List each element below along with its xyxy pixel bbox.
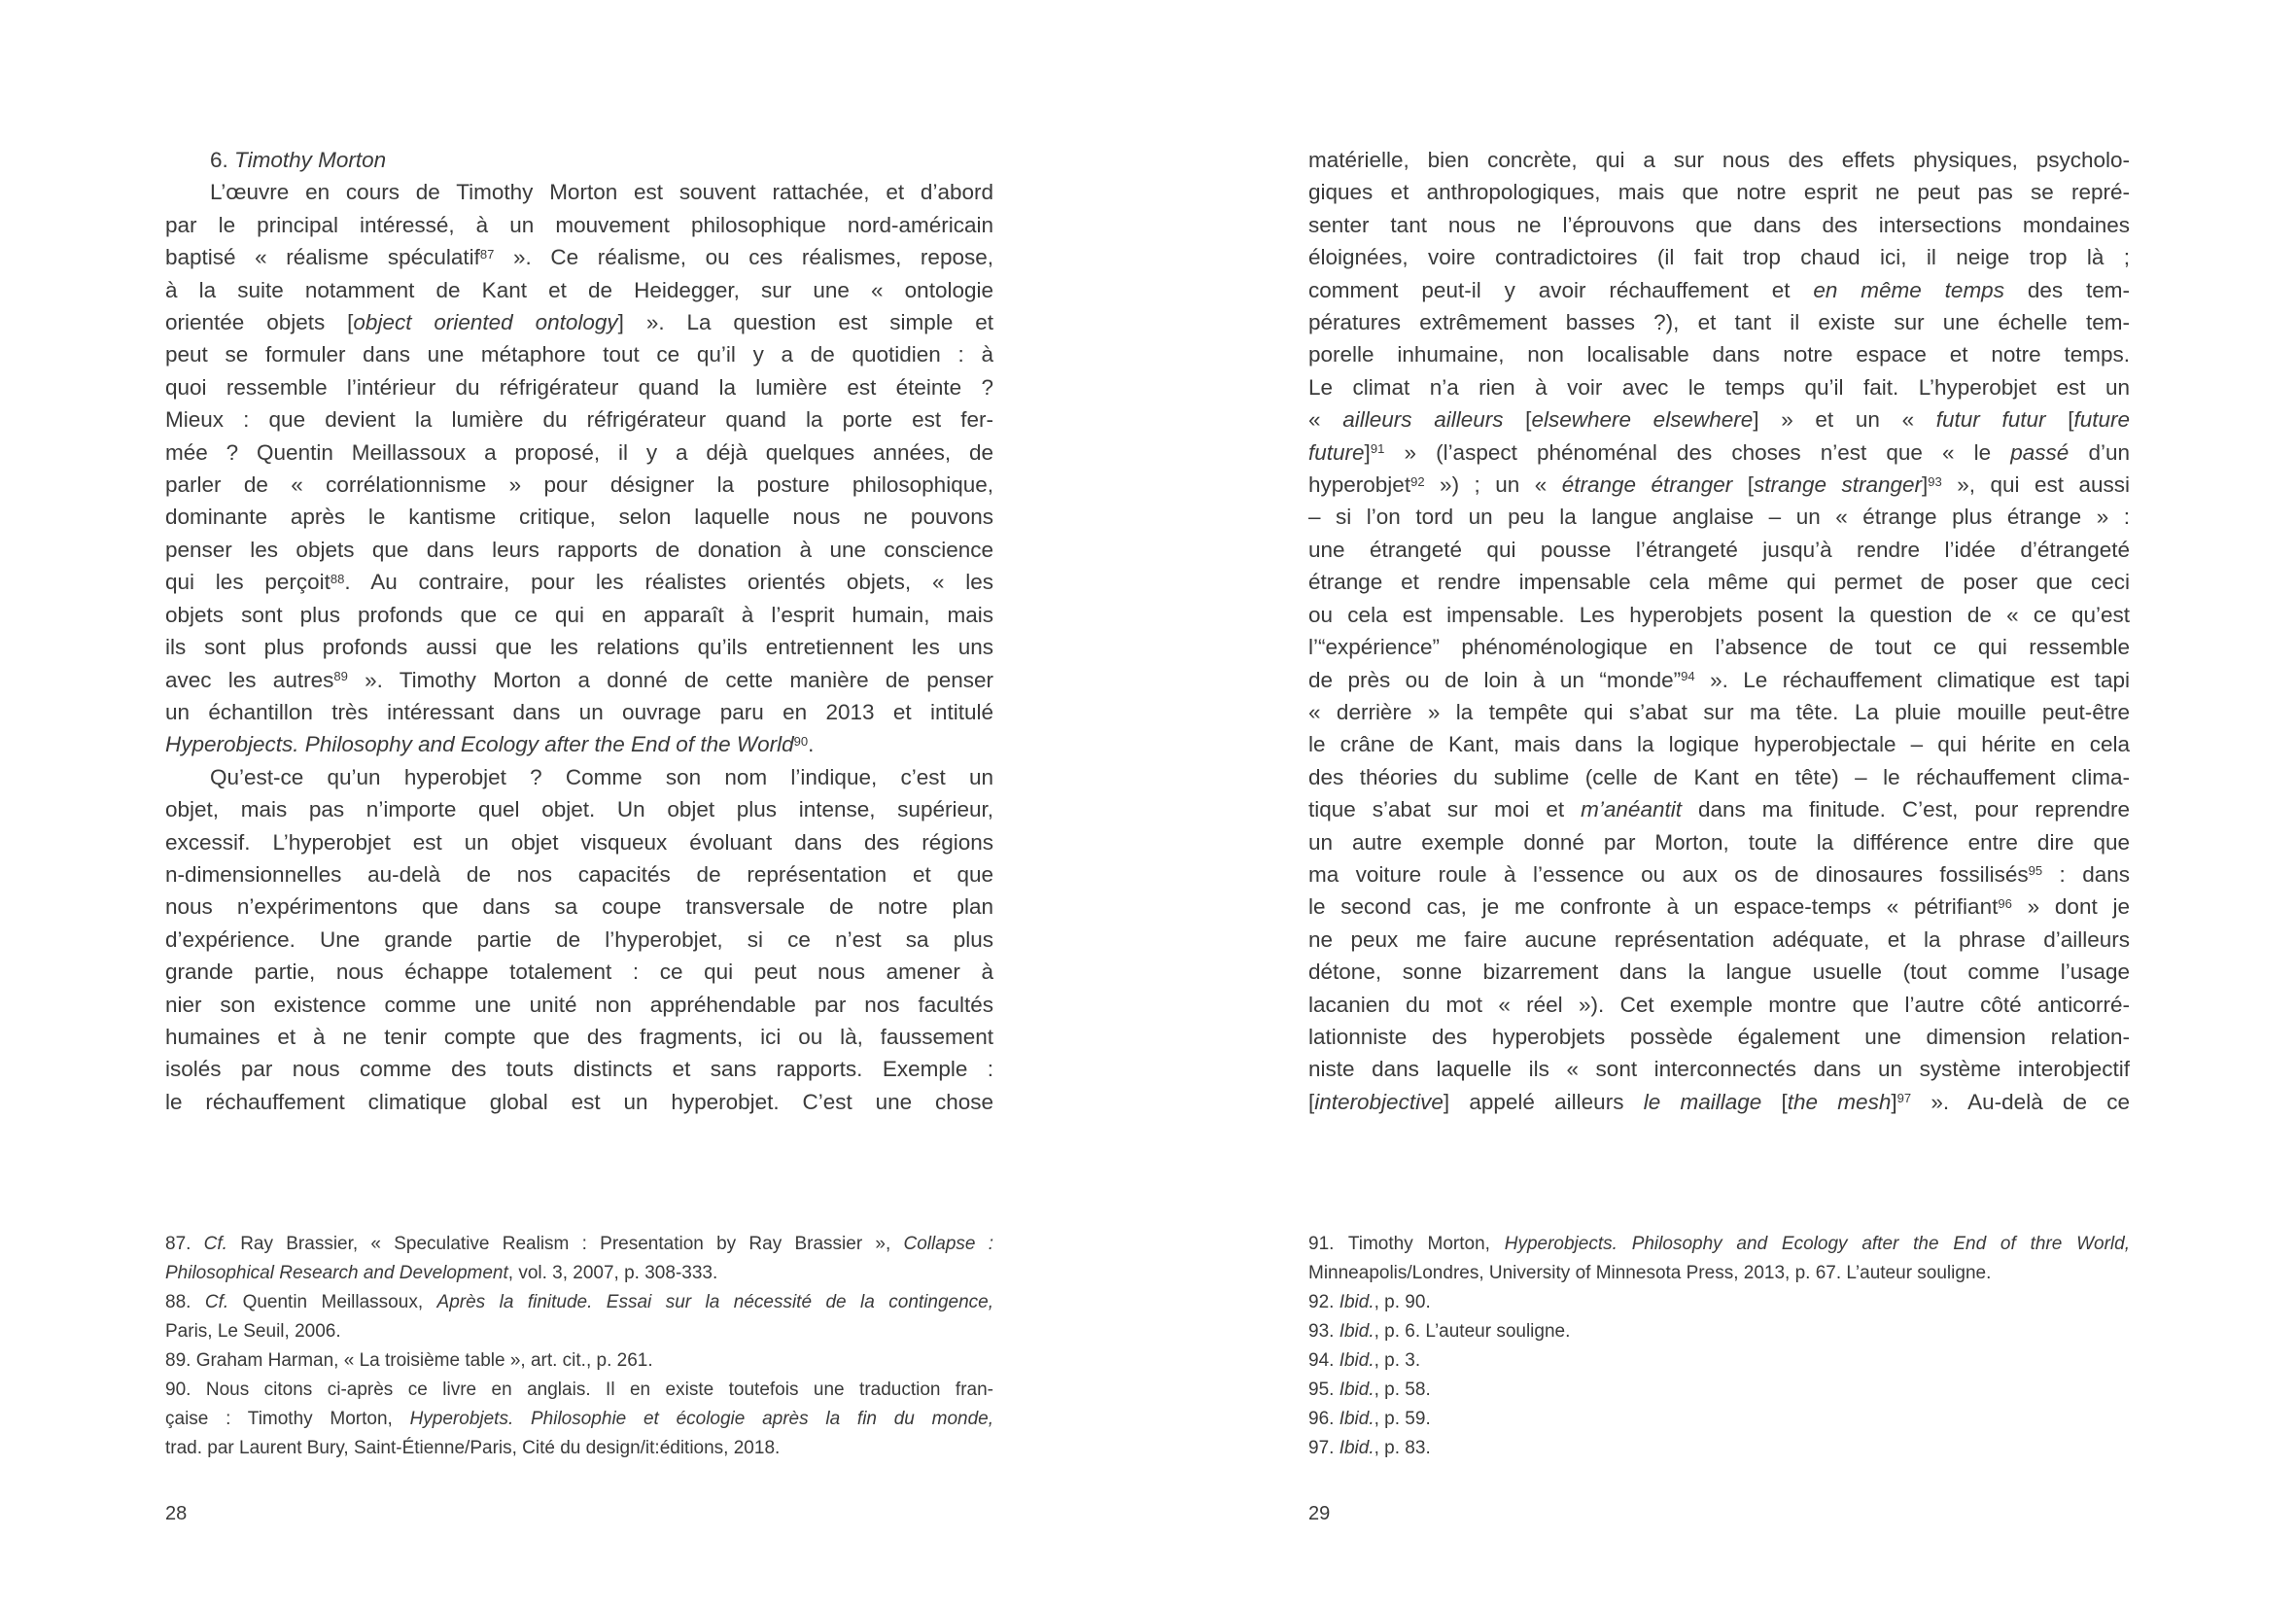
text-line: étrange et rendre impensable cela même qui permet de poser que ceci (1308, 570, 2130, 595)
text-line: un échantillon très intéressant dans un ouvrage paru en 2013 et intitulé (165, 699, 993, 724)
right-page-body-text (1308, 144, 2130, 1118)
text-line: avec les autres$^{89}$ ». Timothy Morton a donné de cette manière de penser (165, 667, 993, 692)
text-line: hyperobjet$^{92}$ ») ; un « étrange étranger [strange stranger]$^{93}$ », qui est aussi (1308, 472, 2130, 498)
text-line: 90. Nous citons ci-après ce livre en anglais. Il en existe toutefois une traduction fran- (165, 1380, 993, 1400)
text-line: lacanien du mot « réel »). Cet exemple montre que l’autre côté anticorré- (1308, 992, 2130, 1017)
text-line: niste dans laquelle ils « sont interconnectés dans un système interobjectif (1308, 1057, 2130, 1082)
page-right (1148, 0, 2296, 1607)
left-page-number: 28 (165, 1503, 188, 1524)
footnote-marker: 87 (479, 246, 495, 262)
left-page-footnotes (165, 1230, 993, 1463)
text-line: future]$^{91}$ » (l’aspect phénoménal des choses n’est que « le passé d’un (1308, 439, 2130, 465)
text-line: n-dimensionnelles au-delà de nos capacités de représentation et que (165, 861, 993, 887)
text-line: une étrangeté qui pousse l’étrangeté jusqu’à rendre l’idée d’étrangeté (1308, 537, 2130, 562)
text-line: baptisé « réalisme spéculatif$^{87}$ ». Ce réalisme, ou ces réalismes, repose, (165, 245, 993, 270)
text-line: pératures extrêmement basses ?), et tant il existe sur une échelle tem- (1308, 310, 2130, 335)
text-line: matérielle, bien concrète, qui a sur nous des effets physiques, psycholo- (1308, 148, 2130, 172)
text-line: 94. Ibid., p. 3. (1308, 1350, 1421, 1371)
text-line: [interobjective] appelé ailleurs le maillage [the mesh]$^{97}$ ». Au-delà de ce (1308, 1089, 2130, 1114)
text-line: Minneapolis/Londres, University of Minnesota Press, 2013, p. 67. L’auteur souligne. (1308, 1263, 1992, 1283)
text-line: porelle inhumaine, non localisable dans notre espace et notre temps. (1308, 342, 2130, 367)
text-line: ne peux me faire aucune représentation adéquate, et la phrase d’ailleurs (1308, 926, 2130, 952)
text-line: penser les objets que dans leurs rapports de donation à une conscience (165, 537, 993, 562)
text-line: nous n’expérimentons que dans sa coupe transversale de notre plan (165, 894, 993, 920)
text-line: Qu’est-ce qu’un hyperobjet ? Comme son nom l’indique, c’est un (210, 764, 993, 789)
text-line: détone, sonne bizarrement dans la langue usuelle (tout comme l’usage (1308, 960, 2130, 985)
footnote-marker: 89 (333, 668, 348, 683)
text-line: grande partie, nous échappe totalement : ce qui peut nous amener à (165, 960, 993, 985)
text-line: objet, mais pas n’importe quel objet. Un objet plus intense, supérieur, (165, 797, 993, 822)
text-line: comment peut-il y avoir réchauffement et en même temps des tem- (1308, 277, 2131, 302)
text-line: par le principal intéressé, à un mouvement philosophique nord-américain (165, 212, 993, 237)
text-line: éloignées, voire contradictoires (il fait trop chaud ici, il neige trop là ; (1308, 245, 2130, 270)
text-line: le crâne de Kant, mais dans la logique hyperobjectale – qui hérite en cela (1308, 732, 2130, 757)
text-line: ils sont plus profonds aussi que les relations qu’ils entretiennent les uns (165, 635, 993, 660)
text-line: « ailleurs ailleurs [elsewhere elsewhere] » et un « futur futur [future (1308, 407, 2131, 433)
text-line: 95. Ibid., p. 58. (1308, 1380, 1431, 1400)
footnote-marker: 96 (1998, 895, 2012, 911)
text-line: 93. Ibid., p. 6. L’auteur souligne. (1308, 1321, 1571, 1342)
text-line: Hyperobjects. Philosophy and Ecology after the End of the World$^{90}$. (165, 732, 815, 757)
text-line: giques et anthropologiques, mais que notre esprit ne peut pas se repré- (1308, 180, 2130, 205)
text-line: le second cas, je me confronte à un espace-temps « pétrifiant$^{96}$ » dont je (1308, 894, 2131, 920)
text-line: un autre exemple donné par Morton, toute la différence entre dire que (1308, 829, 2130, 855)
text-line: Paris, Le Seuil, 2006. (165, 1321, 341, 1342)
footnote-marker: 95 (2028, 863, 2043, 879)
text-line: trad. par Laurent Bury, Saint-Étienne/Paris, Cité du design/it:éditions, 2018. (165, 1438, 781, 1458)
footnote-marker: 93 (1928, 473, 1942, 489)
text-line: de près ou de loin à un “monde”$^{94}$ ». Le réchauffement climatique est tapi (1308, 667, 2130, 692)
text-line: – si l’on tord un peu la langue anglaise – un « étrange plus étrange » : (1308, 505, 2130, 530)
text-line: ma voiture roule à l’essence ou aux os de dinosaures fossilisés$^{95}$ : dans (1308, 861, 2130, 887)
text-line: qui les perçoit$^{88}$. Au contraire, pour les réalistes orientés objets, « les (165, 570, 994, 595)
text-line: 88. Cf. Quentin Meillassoux, Après la finitude. Essai sur la nécessité de la contingence, (165, 1292, 993, 1312)
text-line: 91. Timothy Morton, Hyperobjects. Philosophy and Ecology after the End of thre World, (1308, 1234, 2130, 1254)
footnote-marker: 91 (1370, 441, 1385, 457)
text-line: « derrière » la tempête qui s’abat sur ma tête. La pluie mouille peut-être (1308, 699, 2130, 724)
text-line: d’expérience. Une grande partie de l’hyperobjet, si ce n’est sa plus (165, 926, 993, 952)
text-line: 96. Ibid., p. 59. (1308, 1409, 1431, 1429)
text-line: 97. Ibid., p. 83. (1308, 1438, 1431, 1458)
text-line: çaise : Timothy Morton, Hyperobjets. Philosophie et écologie après la fin du monde, (165, 1409, 993, 1429)
text-line: Philosophical Research and Development, vol. 3, 2007, p. 308-333. (165, 1263, 718, 1283)
right-page-footnotes (1308, 1230, 2130, 1463)
text-line: peut se formuler dans une métaphore tout ce qu’il y a de quotidien : à (165, 342, 993, 367)
footnote-marker: 92 (1410, 473, 1425, 489)
text-line: dominante après le kantisme critique, selon laquelle nous ne pouvons (165, 505, 993, 530)
left-page-body-text (165, 144, 993, 1118)
text-line: orientée objets [object oriented ontology] ». La question est simple et (165, 310, 993, 335)
text-line: 92. Ibid., p. 90. (1308, 1292, 1431, 1312)
text-line: humaines et à ne tenir compte que des fragments, ici ou là, faussement (165, 1024, 993, 1049)
text-line: L’œuvre en cours de Timothy Morton est souvent rattachée, et d’abord (210, 180, 993, 205)
text-line: ou cela est impensable. Les hyperobjets posent la question de « ce qu’est (1308, 602, 2130, 627)
text-line: lationniste des hyperobjets possède également une dimension relation- (1308, 1024, 2130, 1049)
text-line: quoi ressemble l’intérieur du réfrigérateur quand la lumière est éteinte ? (165, 374, 993, 400)
text-line: parler de « corrélationnisme » pour désigner la posture philosophique, (165, 472, 993, 498)
right-page-number: 29 (1308, 1503, 1331, 1524)
text-line: Mieux : que devient la lumière du réfrigérateur quand la porte est fer- (165, 407, 993, 433)
text-line: des théories du sublime (celle de Kant en tête) – le réchauffement clima- (1308, 764, 2130, 789)
footnote-marker: 88 (330, 571, 345, 586)
text-line: 89. Graham Harman, « La troisième table », art. cit., p. 261. (165, 1350, 653, 1371)
section-heading: 6. Timothy Morton (210, 148, 387, 172)
text-line: l’“expérience” phénoménologique en l’absence de tout ce qui ressemble (1308, 635, 2130, 660)
text-line: 87. Cf. Ray Brassier, « Speculative Realism : Presentation by Ray Brassier », Collapse : (165, 1234, 993, 1254)
text-line: excessif. L’hyperobjet est un objet visqueux évoluant dans des régions (165, 829, 993, 855)
text-line: isolés par nous comme des touts distincts et sans rapports. Exemple : (165, 1057, 993, 1082)
text-line: senter tant nous ne l’éprouvons que dans des intersections mondaines (1308, 212, 2130, 237)
footnote-marker: 97 (1896, 1091, 1912, 1106)
text-line: le réchauffement climatique global est un hyperobjet. C’est une chose (165, 1089, 993, 1114)
text-line: tique s’abat sur moi et m’anéantit dans ma finitude. C’est, pour reprendre (1308, 797, 2130, 822)
footnote-marker: 90 (793, 733, 809, 749)
text-line: Le climat n’a rien à voir avec le temps qu’il fait. L’hyperobjet est un (1308, 374, 2130, 400)
text-line: objets sont plus profonds que ce qui en apparaît à l’esprit humain, mais (165, 602, 993, 627)
footnote-marker: 94 (1681, 668, 1695, 683)
text-line: nier son existence comme une unité non appréhendable par nos facultés (165, 992, 993, 1017)
text-line: mée ? Quentin Meillassoux a proposé, il y a déjà quelques années, de (165, 439, 993, 465)
text-line: à la suite notamment de Kant et de Heidegger, sur une « ontologie (165, 277, 993, 302)
